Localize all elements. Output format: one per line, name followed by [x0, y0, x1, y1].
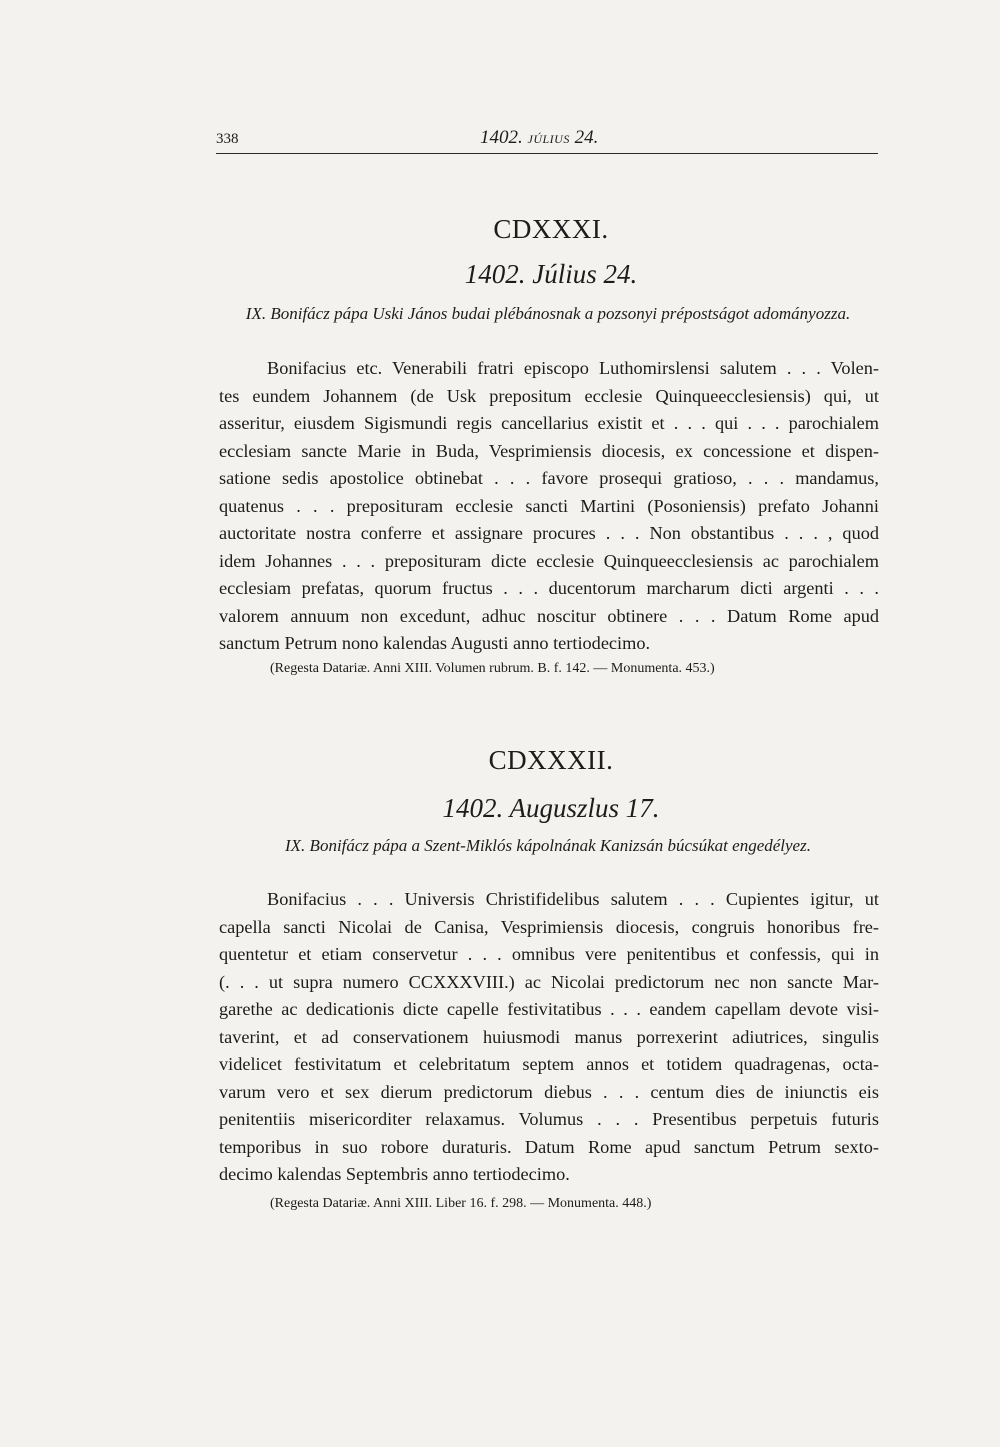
- document-body: [219, 355, 879, 658]
- text-line: idem Johannes . . . preposituram dicte ecclesie Quinqueecclesiensis ac parochialem: [219, 550, 879, 571]
- text-line: quentetur et etiam conservetur . . . omnibus vere penitentibus et confessis, qui in: [219, 944, 879, 964]
- text-line: varum vero et sex dierum predictorum diebus . . . centum dies de iniunctis eis: [219, 1081, 879, 1102]
- document-date: 1402. Auguszlus 17.: [442, 793, 660, 823]
- document-date: 1402. Július 24.: [464, 259, 638, 289]
- running-head: [480, 127, 598, 149]
- text-line: temporibus in suo robore duraturis. Datum Rome apud sanctum Petrum sexto-: [219, 1136, 879, 1157]
- text-line: ecclesiam prefatas, quorum fructus . . . ducentorum marcharum dicti argenti . . .: [219, 578, 879, 598]
- document-summary: IX. Bonifácz pápa Uski János budai plébánosnak a pozsonyi prépostságot adományozza.: [245, 304, 851, 323]
- text-line: decimo kalendas Septembris anno tertiodecimo.: [219, 1164, 570, 1184]
- text-line: sanctum Petrum nono kalendas Augusti anno tertiodecimo.: [219, 633, 651, 653]
- page-header: [216, 127, 878, 154]
- document-number: CDXXXI.: [493, 214, 609, 244]
- text-line: auctoritate nostra conferre et assignare procures . . . Non obstantibus . . . , quod: [219, 523, 879, 543]
- text-line: taverint, et ad conservationem huiusmodi manus porrexerint adiutrices, singulis: [219, 1026, 879, 1047]
- source-note: (Regesta Datariæ. Anni XIII. Volumen rubrum. B. f. 142. — Monumenta. 453.): [270, 661, 715, 676]
- document-summary: IX. Bonifácz pápa a Szent-Miklós kápolnának Kanizsán búcsúkat engedélyez.: [285, 836, 811, 855]
- text-line: tes eundem Johannem (de Usk prepositum ecclesie Quinqueecclesiensis) qui, ut: [219, 385, 879, 406]
- text-line: garethe ac dedicationis dicte capelle festivitatibus . . . eandem capellam devote visi-: [219, 999, 879, 1019]
- text-line: quatenus . . . preposituram ecclesie sancti Martini (Posoniensis) prefato Johanni: [219, 495, 879, 516]
- text-line: penitentiis misericorditer relaxamus. Volumus . . . Presentibus perpetuis futuris: [219, 1109, 879, 1129]
- text-line: (. . . ut supra numero CCXXXVIII.) ac Nicolai predictorum nec non sancte Mar-: [219, 971, 879, 992]
- document-body: [219, 886, 879, 1189]
- text-line: satione sedis apostolice obtinebat . . . favore prosequi gratioso, . . . mandamus,: [219, 468, 879, 488]
- text-line: Bonifacius etc. Venerabili fratri episcopo Luthomirslensi salutem . . . Volen-: [267, 358, 879, 378]
- text-line: ecclesiam sancte Marie in Buda, Vesprimiensis diocesis, ex concessione et dispen-: [219, 440, 879, 461]
- running-head-month: JÚLIUS: [527, 132, 570, 146]
- text-line: capella sancti Nicolai de Canisa, Vesprimiensis diocesis, congruis honoribus fre-: [219, 916, 879, 937]
- document-number: CDXXXII.: [488, 745, 614, 775]
- running-head-year: 1402.: [480, 127, 523, 148]
- text-line: valorem annuum non excedunt, adhuc noscitur obtinere . . . Datum Rome apud: [219, 605, 879, 626]
- source-note: (Regesta Datariæ. Anni XIII. Liber 16. f. 298. — Monumenta. 448.): [270, 1196, 652, 1211]
- text-line: Bonifacius . . . Universis Christifidelibus salutem . . . Cupientes igitur, ut: [267, 889, 879, 909]
- text-line: asseritur, eiusdem Sigismundi regis cancellarius existit et . . . qui . . . parochialem: [219, 413, 879, 433]
- running-head-day: 24.: [574, 127, 599, 148]
- page-number: 338: [216, 131, 239, 147]
- text-line: videlicet festivitatum et celebritatum septem annos et totidem quadragenas, octa-: [219, 1054, 879, 1074]
